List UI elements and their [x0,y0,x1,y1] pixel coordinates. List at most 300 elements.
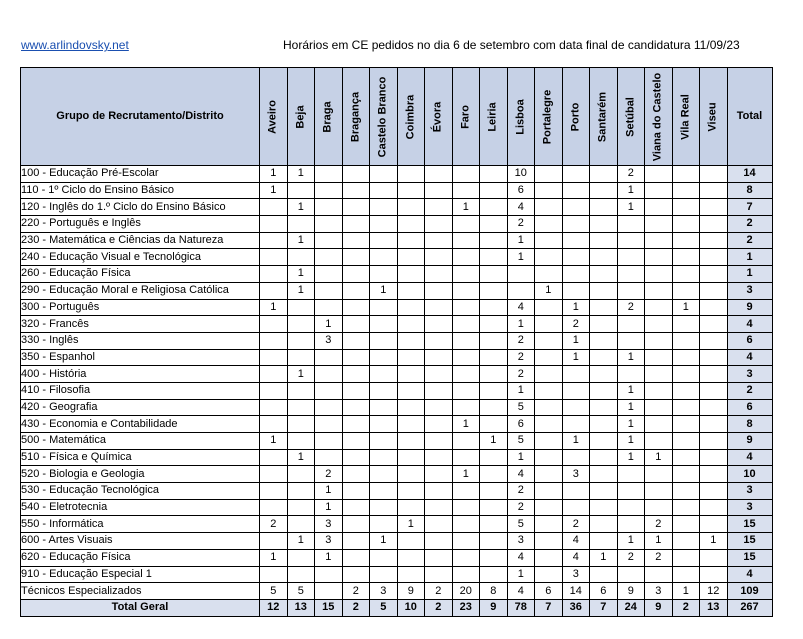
count-cell [562,382,590,399]
count-cell: 1 [617,182,645,199]
row-total-cell: 15 [727,549,772,566]
count-cell: 1 [287,366,315,383]
count-cell [315,349,343,366]
count-cell [617,516,645,533]
row-total-cell: 9 [727,433,772,450]
count-cell [287,483,315,500]
count-cell [260,249,288,266]
count-cell [562,282,590,299]
count-cell: 1 [507,249,535,266]
count-cell: 2 [507,366,535,383]
count-cell [370,216,398,233]
district-label: Viseu [706,101,719,132]
count-cell [700,316,728,333]
count-cell [397,199,425,216]
count-cell [425,282,453,299]
count-cell [452,382,480,399]
count-cell [315,249,343,266]
count-cell [700,349,728,366]
count-cell [700,433,728,450]
table-row [21,199,773,216]
count-cell [342,166,370,183]
group-name-cell: 410 - Filosofia [21,382,260,399]
count-cell [645,166,673,183]
count-cell [342,499,370,516]
table-row [21,483,773,500]
group-name-cell: 510 - Física e Química [21,449,260,466]
count-cell [287,499,315,516]
group-name-cell: 240 - Educação Visual e Tecnológica [21,249,260,266]
count-cell: 3 [562,566,590,583]
count-cell [370,232,398,249]
count-cell: 10 [507,166,535,183]
count-cell [535,549,563,566]
count-cell [287,416,315,433]
count-cell: 13 [287,599,315,616]
row-total-cell: 4 [727,349,772,366]
row-total-cell: 6 [727,332,772,349]
count-cell: 1 [507,316,535,333]
group-header: Grupo de Recrutamento/Distrito [21,68,260,166]
count-cell [480,266,508,283]
count-cell [617,266,645,283]
count-cell [562,499,590,516]
count-cell [287,382,315,399]
row-total-cell: 4 [727,566,772,583]
count-cell [397,249,425,266]
count-cell [535,166,563,183]
count-cell [397,499,425,516]
count-cell [672,449,700,466]
count-cell [562,182,590,199]
count-cell [397,566,425,583]
count-cell: 7 [590,599,618,616]
count-cell [700,549,728,566]
count-cell [672,216,700,233]
count-cell [425,416,453,433]
count-cell [425,549,453,566]
count-cell [562,199,590,216]
count-cell [535,449,563,466]
count-cell [370,449,398,466]
count-cell [562,232,590,249]
count-cell [590,249,618,266]
count-cell [700,332,728,349]
count-cell: 1 [370,282,398,299]
count-cell [672,199,700,216]
count-cell: 4 [507,299,535,316]
count-cell [672,433,700,450]
count-cell [480,483,508,500]
count-cell: 6 [590,583,618,600]
count-cell [342,516,370,533]
count-cell: 1 [617,399,645,416]
count-cell [370,316,398,333]
count-cell [645,232,673,249]
row-total-cell: 1 [727,249,772,266]
row-total-cell: 8 [727,416,772,433]
count-cell [452,316,480,333]
count-cell [645,399,673,416]
count-cell [370,299,398,316]
count-cell: 2 [507,332,535,349]
count-cell [425,216,453,233]
count-cell [260,466,288,483]
count-cell [452,516,480,533]
group-name-cell: 110 - 1º Ciclo do Ensino Básico [21,182,260,199]
count-cell [700,216,728,233]
count-cell [260,332,288,349]
count-cell: 1 [672,583,700,600]
count-cell: 1 [507,449,535,466]
district-header [590,68,618,166]
count-cell [425,366,453,383]
table-row [21,516,773,533]
count-cell [590,282,618,299]
count-cell: 1 [645,533,673,550]
count-cell [342,266,370,283]
count-cell [672,316,700,333]
count-cell [590,416,618,433]
count-cell [260,449,288,466]
count-cell [287,349,315,366]
count-cell: 3 [315,516,343,533]
count-cell: 5 [287,583,315,600]
district-header [397,68,425,166]
count-cell [370,416,398,433]
row-total-cell: 4 [727,449,772,466]
count-cell: 2 [617,166,645,183]
count-cell [452,232,480,249]
count-cell [342,299,370,316]
count-cell: 1 [315,316,343,333]
count-cell [590,232,618,249]
count-cell [397,182,425,199]
count-cell: 10 [397,599,425,616]
count-cell: 5 [507,399,535,416]
count-cell [452,433,480,450]
count-cell: 2 [260,516,288,533]
count-cell [287,433,315,450]
count-cell [397,399,425,416]
count-cell [370,549,398,566]
count-cell: 2 [645,549,673,566]
count-cell [617,232,645,249]
count-cell [287,549,315,566]
count-cell [617,282,645,299]
count-cell [315,382,343,399]
row-total-cell: 10 [727,466,772,483]
count-cell [535,316,563,333]
count-cell: 1 [287,266,315,283]
count-cell [397,232,425,249]
count-cell [315,299,343,316]
count-cell [590,182,618,199]
count-cell [562,416,590,433]
count-cell [562,366,590,383]
count-cell: 3 [315,332,343,349]
row-total-cell: 3 [727,282,772,299]
count-cell: 1 [260,299,288,316]
count-cell [590,382,618,399]
count-cell [480,232,508,249]
count-cell [535,466,563,483]
count-cell: 1 [617,349,645,366]
district-header [562,68,590,166]
district-header [260,68,288,166]
count-cell [590,466,618,483]
count-cell [452,366,480,383]
count-cell [590,433,618,450]
count-cell: 1 [562,349,590,366]
count-cell: 2 [507,349,535,366]
count-cell [700,399,728,416]
count-cell [287,466,315,483]
count-cell [645,332,673,349]
count-cell [452,249,480,266]
count-cell [590,199,618,216]
count-cell: 1 [535,282,563,299]
count-cell [562,166,590,183]
site-link[interactable]: www.arlindovsky.net [21,38,129,52]
count-cell: 2 [425,599,453,616]
count-cell [480,516,508,533]
row-total-cell: 7 [727,199,772,216]
count-cell [315,433,343,450]
count-cell [260,266,288,283]
count-cell [397,382,425,399]
count-cell [260,416,288,433]
count-cell [260,382,288,399]
count-cell [672,182,700,199]
district-label: Bragança [349,91,362,142]
table-row [21,549,773,566]
count-cell [425,466,453,483]
count-cell: 1 [617,382,645,399]
count-cell [535,433,563,450]
table-row [21,282,773,299]
count-cell: 15 [315,599,343,616]
count-cell [535,566,563,583]
count-cell [480,366,508,383]
count-cell [397,416,425,433]
district-label: Viana do Castelo [651,72,664,161]
count-cell [370,483,398,500]
count-cell [287,316,315,333]
count-cell [342,399,370,416]
count-cell [645,349,673,366]
group-name-cell: 350 - Espanhol [21,349,260,366]
count-cell [315,566,343,583]
group-name-cell: 540 - Eletrotecnia [21,499,260,516]
count-cell: 1 [287,282,315,299]
count-cell [315,216,343,233]
count-cell [480,499,508,516]
count-cell [425,232,453,249]
count-cell [700,466,728,483]
count-cell [700,483,728,500]
count-cell [617,316,645,333]
count-cell [617,366,645,383]
district-label: Lisboa [514,98,527,135]
count-cell [480,299,508,316]
row-total-cell: 3 [727,366,772,383]
count-cell [260,216,288,233]
count-cell: 1 [590,549,618,566]
count-cell: 9 [397,583,425,600]
count-cell: 4 [507,466,535,483]
count-cell [700,516,728,533]
count-cell [672,549,700,566]
count-cell [590,316,618,333]
count-cell [287,249,315,266]
count-cell: 1 [260,166,288,183]
district-label: Vila Real [679,93,692,140]
count-cell [672,483,700,500]
count-cell: 5 [260,583,288,600]
district-header [342,68,370,166]
count-cell [700,366,728,383]
count-cell [590,266,618,283]
count-cell [425,449,453,466]
count-cell [370,382,398,399]
count-cell: 1 [562,299,590,316]
district-header [287,68,315,166]
count-cell [535,349,563,366]
count-cell [287,299,315,316]
count-cell [672,399,700,416]
district-label: Setúbal [624,96,637,137]
count-cell [480,349,508,366]
group-name-cell: 430 - Economia e Contabilidade [21,416,260,433]
table-row [21,449,773,466]
count-cell [370,332,398,349]
count-cell [507,266,535,283]
count-cell [370,433,398,450]
count-cell [590,566,618,583]
count-cell: 1 [260,182,288,199]
count-cell [342,466,370,483]
count-cell [562,399,590,416]
count-cell [425,566,453,583]
count-cell [480,416,508,433]
count-cell [672,166,700,183]
count-cell [370,516,398,533]
count-cell [672,266,700,283]
group-name-cell: 910 - Educação Especial 1 [21,566,260,583]
count-cell [645,182,673,199]
table-row [21,349,773,366]
count-cell: 2 [315,466,343,483]
count-cell [700,499,728,516]
district-header [370,68,398,166]
table-row [21,382,773,399]
count-cell [590,216,618,233]
count-cell [480,182,508,199]
count-cell [397,349,425,366]
count-cell [370,166,398,183]
count-cell [370,466,398,483]
group-name-cell: 420 - Geografia [21,399,260,416]
district-label: Évora [431,101,444,132]
count-cell [397,299,425,316]
group-name-cell: 600 - Artes Visuais [21,533,260,550]
count-cell: 2 [645,516,673,533]
count-cell: 1 [315,483,343,500]
count-cell: 1 [397,516,425,533]
count-cell: 4 [507,549,535,566]
count-cell [342,282,370,299]
count-cell: 2 [342,599,370,616]
count-cell [590,449,618,466]
table-row [21,366,773,383]
count-cell [260,499,288,516]
count-cell [672,282,700,299]
count-cell [397,433,425,450]
count-cell [315,282,343,299]
count-cell: 1 [287,166,315,183]
count-cell [342,366,370,383]
district-header [700,68,728,166]
count-cell [590,499,618,516]
count-cell: 6 [507,416,535,433]
count-cell [425,316,453,333]
count-cell [617,332,645,349]
row-total-cell: 2 [727,232,772,249]
count-cell: 1 [287,533,315,550]
count-cell [617,216,645,233]
count-cell [590,166,618,183]
district-header [535,68,563,166]
count-cell [342,483,370,500]
count-cell [645,466,673,483]
table-row [21,566,773,583]
count-cell: 9 [645,599,673,616]
count-cell [452,332,480,349]
count-cell [480,566,508,583]
count-cell [452,399,480,416]
count-cell [700,166,728,183]
count-cell [425,483,453,500]
count-cell [645,483,673,500]
district-label: Braga [321,100,334,133]
group-name-cell: 290 - Educação Moral e Religiosa Católica [21,282,260,299]
count-cell [342,433,370,450]
count-cell [645,499,673,516]
count-cell [452,483,480,500]
row-total-cell: 6 [727,399,772,416]
count-cell: 1 [617,416,645,433]
count-cell: 3 [507,533,535,550]
count-cell: 1 [452,466,480,483]
count-cell [260,316,288,333]
count-cell [370,266,398,283]
count-cell [315,199,343,216]
count-cell [315,182,343,199]
table-row [21,299,773,316]
count-cell [645,249,673,266]
count-cell [480,533,508,550]
count-cell [480,216,508,233]
table-row [21,182,773,199]
count-cell: 1 [507,566,535,583]
count-cell [425,249,453,266]
count-cell: 1 [617,533,645,550]
group-name-cell: 220 - Português e Inglês [21,216,260,233]
count-cell [535,516,563,533]
district-header [672,68,700,166]
count-cell: 1 [617,449,645,466]
